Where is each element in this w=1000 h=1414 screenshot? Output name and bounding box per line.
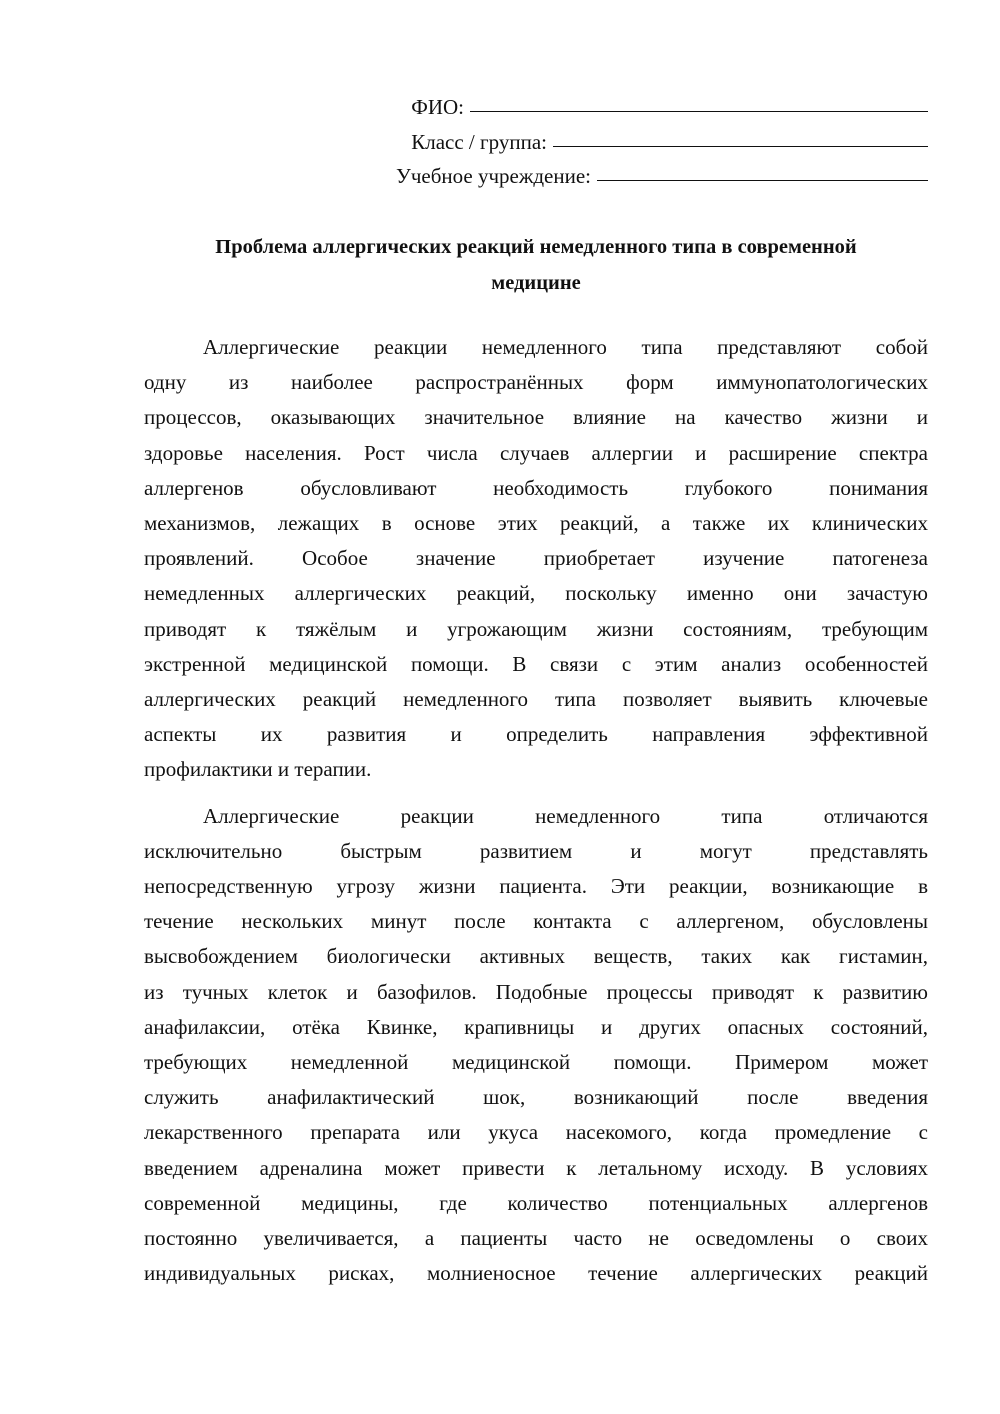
text-line: служить анафилактический шок, возникающий после введения <box>144 1085 928 1110</box>
text-line: из тучных клеток и базофилов. Подобные процессы приводят к развитию <box>144 979 928 1004</box>
fio-blank-line <box>470 91 928 112</box>
student-info-block <box>368 86 928 190</box>
text-line: механизмов, лежащих в основе этих реакций, а также их клинических <box>144 511 928 536</box>
text-line: анафилаксии, отёка Квинке, крапивницы и других опасных состояний, <box>144 1014 928 1039</box>
class-row <box>368 121 928 155</box>
text-line: одну из наиболее распространённых форм иммунопатологических <box>144 370 928 395</box>
text-line: введением адреналина может привести к летальному исходу. В условиях <box>144 1155 928 1180</box>
text-line: проявлений. Особое значение приобретает изучение патогенеза <box>144 546 928 571</box>
text-line: индивидуальных рисках, молниеносное течение аллергических реакций <box>144 1261 928 1286</box>
text-line: требующих немедленной медицинской помощи. Примером может <box>144 1050 928 1075</box>
class-label: Класс / группа: <box>411 129 547 154</box>
class-blank-line <box>553 126 928 147</box>
text-line: немедленных аллергических реакций, поскольку именно они зачастую <box>144 581 928 606</box>
text-line: лекарственного препарата или укуса насекомого, когда промедление с <box>144 1120 928 1145</box>
document-title <box>144 229 928 301</box>
fio-row <box>368 86 928 120</box>
text-line: приводят к тяжёлым и угрожающим жизни состояниям, требующим <box>144 616 928 641</box>
title-line-2: медицине <box>491 272 581 294</box>
fio-label: ФИО: <box>411 95 464 119</box>
text-line: профилактики и терапии. <box>144 757 372 782</box>
text-line: процессов, оказывающих значительное влияние на качество жизни и <box>144 405 928 430</box>
text-line: высвобождением биологически активных веществ, таких как гистамин, <box>144 944 928 969</box>
text-line: Аллергические реакции немедленного типа представляют собой <box>203 335 928 359</box>
text-line: исключительно быстрым развитием и могут представлять <box>144 838 928 863</box>
text-line: постоянно увеличивается, а пациенты часто не осведомлены о своих <box>144 1226 928 1251</box>
paragraph-1 <box>144 330 928 788</box>
school-blank-line <box>597 160 928 181</box>
school-row <box>368 155 928 189</box>
document-body <box>144 330 928 1302</box>
text-line: аспекты их развития и определить направления эффективной <box>144 722 928 747</box>
school-label: Учебное учреждение: <box>395 164 591 188</box>
text-line: здоровье населения. Рост числа случаев аллергии и расширение спектра <box>144 440 928 465</box>
text-line: современной медицины, где количество потенциальных аллергенов <box>144 1190 928 1215</box>
text-line: непосредственную угрозу жизни пациента. Эти реакции, возникающие в <box>144 874 928 899</box>
text-line: течение нескольких минут после контакта с аллергеном, обусловлены <box>144 909 928 934</box>
text-line: аллергических реакций немедленного типа позволяет выявить ключевые <box>144 687 928 712</box>
paragraph-2 <box>144 799 928 1292</box>
text-line: Аллергические реакции немедленного типа отличаются <box>203 803 928 828</box>
text-line: аллергенов обусловливают необходимость глубокого понимания <box>144 475 928 500</box>
text-line: экстренной медицинской помощи. В связи с этим анализ особенностей <box>144 651 928 676</box>
title-line-1: Проблема аллергических реакций немедленного типа в современной <box>215 236 857 258</box>
